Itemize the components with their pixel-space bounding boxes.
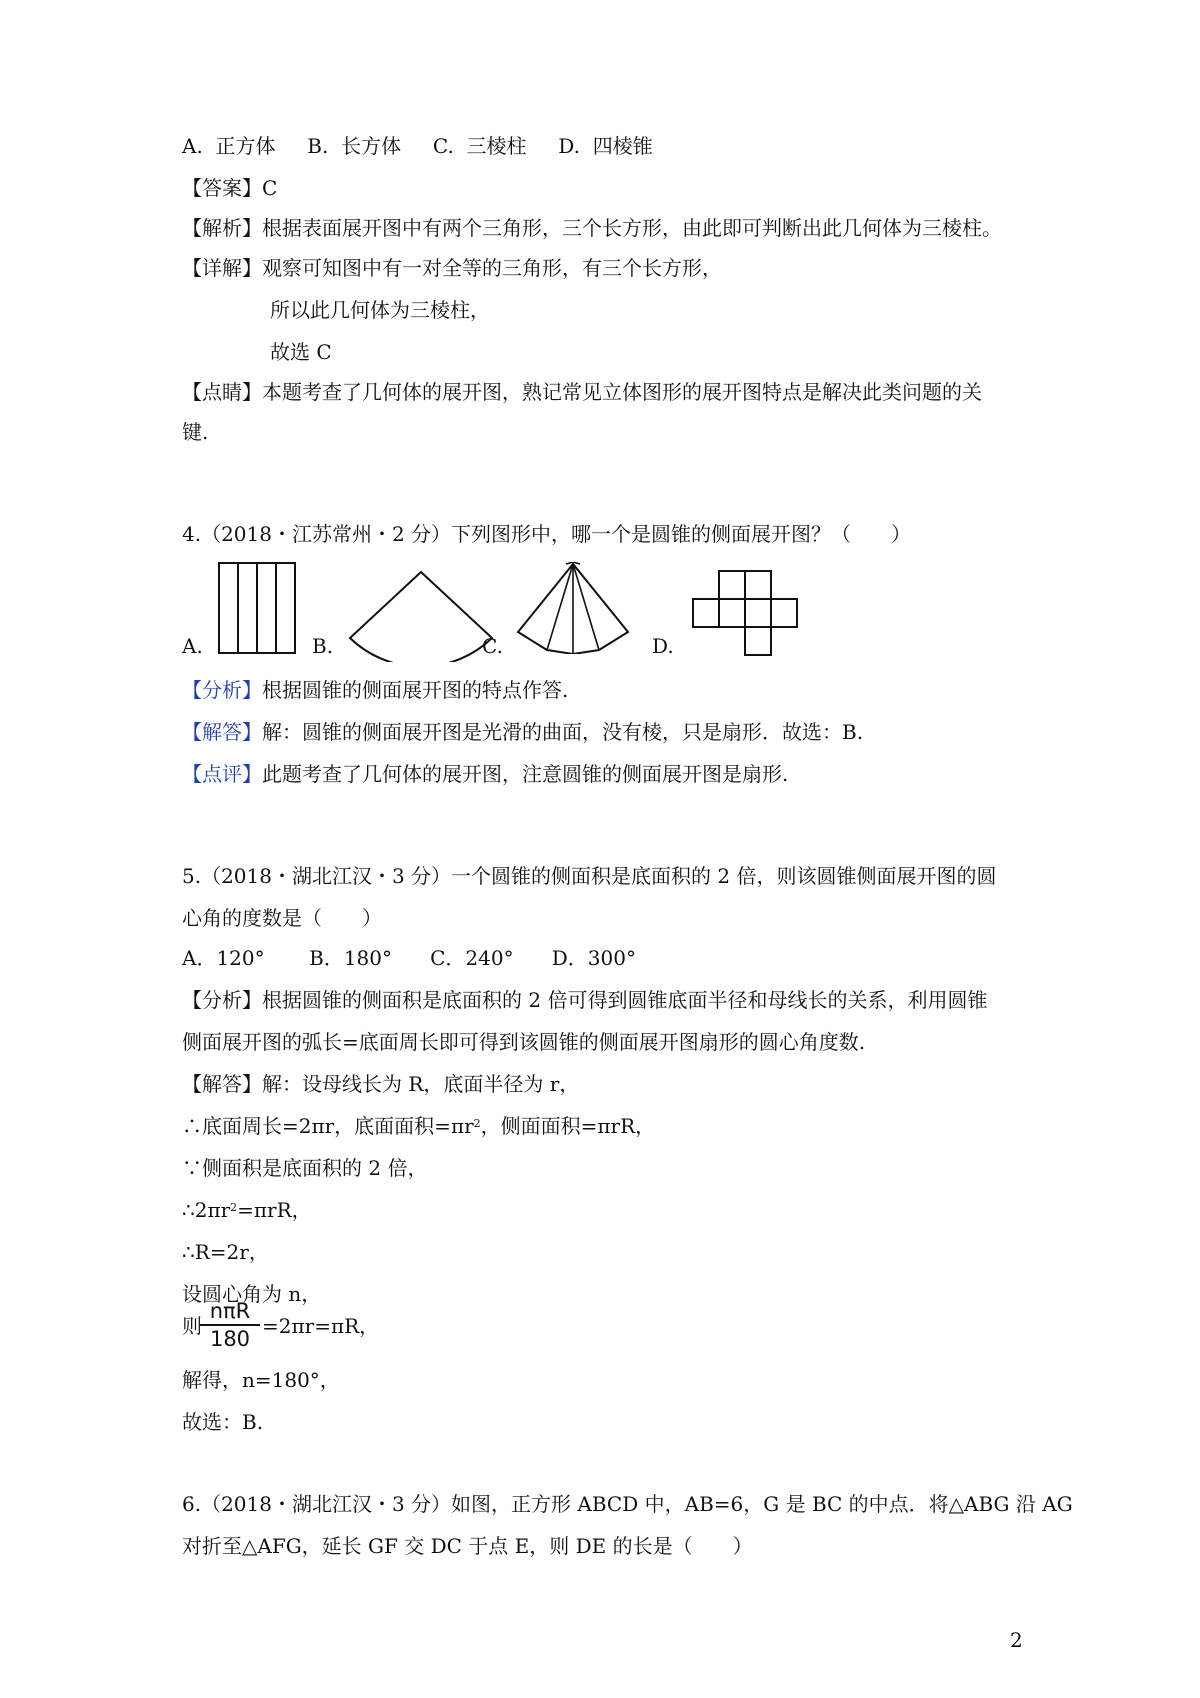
q5-step7: 解得，n=180°，: [182, 1368, 340, 1392]
q3-answer: 【答案】C: [182, 176, 278, 200]
option-a-label: A.: [182, 634, 203, 658]
q5-step3: [182, 1196, 312, 1224]
q3-detail-2: 所以此几何体为三棱柱，: [270, 298, 490, 322]
analysis-tag: 【分析】: [182, 678, 262, 702]
answer-tag: 【解答】: [182, 720, 262, 744]
sector-figure: [346, 570, 496, 662]
q4-question: 4.（2018・江苏常州・2 分）下列图形中，哪一个是圆锥的侧面展开图？（ ）: [182, 522, 912, 546]
q5-analysis: 【分析】根据圆锥的侧面积是底面积的 2 倍可得到圆锥底面半径和母线长的关系，利用圆锥: [182, 988, 988, 1012]
q5-step6-rest: =2πr=πR，: [262, 1314, 380, 1338]
q5-step4: ∴R=2r，: [182, 1240, 269, 1264]
q5-options: A．120° B．180° C．240° D．300°: [182, 946, 636, 970]
step3-part-a: ∴2πr: [182, 1198, 231, 1222]
analysis-text: 根据圆锥的侧面展开图的特点作答.: [262, 678, 569, 702]
q4-comment: [182, 760, 788, 788]
q5-question: 5.（2018・湖北江汉・3 分）一个圆锥的侧面积是底面积的 2 倍，则该圆锥侧面展开图的圆: [182, 864, 997, 888]
q5-step5: 设圆心角为 n，: [182, 1282, 322, 1306]
q4-answer: [182, 718, 863, 746]
q5-solution: 【解答】解：设母线长为 R，底面半径为 r，: [182, 1072, 580, 1096]
q3-detail: 【详解】观察可知图中有一对全等的三角形，有三个长方形，: [182, 256, 722, 280]
option-d-label: D.: [652, 634, 674, 658]
answer-text: 解：圆锥的侧面展开图是光滑的曲面，没有棱，只是扇形．故选：B.: [262, 720, 864, 744]
q3-analysis: 【解析】根据表面展开图中有两个三角形，三个长方形，由此即可判断出此几何体为三棱柱。: [182, 216, 1002, 240]
q3-comment-2: 键.: [182, 420, 209, 444]
comment-tag: 【点评】: [182, 762, 262, 786]
superscript-2: 2: [230, 1201, 238, 1214]
superscript-2: 2: [473, 1117, 481, 1130]
step1-part-a: ∴底面周长=2πr，底面面积=πr: [182, 1114, 474, 1138]
comment-text: 此题考查了几何体的展开图，注意圆锥的侧面展开图是扇形.: [262, 762, 789, 786]
q5-question-2: 心角的度数是（ ）: [182, 906, 382, 930]
q4-analysis: [182, 676, 568, 704]
q3-comment: 【点睛】本题考查了几何体的展开图，熟记常见立体图形的展开图特点是解决此类问题的关: [182, 380, 982, 404]
q5-step1: [182, 1112, 655, 1140]
rectangle-strips-figure: [218, 562, 296, 654]
q5-analysis-2: 侧面展开图的弧长=底面周长即可得到该圆锥的侧面展开图扇形的圆心角度数.: [182, 1030, 866, 1054]
step3-part-b: =πrR，: [237, 1198, 312, 1222]
q6-question-2: 对折至△AFG，延长 GF 交 DC 于点 E，则 DE 的长是（ ）: [182, 1534, 753, 1558]
fraction-numerator: nπR: [200, 1298, 260, 1326]
option-b-label: B.: [312, 634, 334, 658]
q3-detail-3: 故选 C: [270, 340, 332, 364]
fraction-denominator: 180: [209, 1327, 251, 1351]
q6-question: 6.（2018・湖北江汉・3 分）如图，正方形 ABCD 中，AB=6，G 是 BC 的中点．将△ABG 沿 AG: [182, 1492, 1073, 1516]
q3-options: A. 正方体 B. 长方体 C. 三棱柱 D. 四棱锥: [182, 134, 653, 158]
cube-net-figure: [690, 570, 802, 656]
step1-part-b: ，侧面面积=πrR，: [480, 1114, 656, 1138]
q5-step2: ∵侧面积是底面积的 2 倍，: [182, 1156, 428, 1180]
triangle-fan-figure: [514, 562, 632, 654]
q5-step6-prefix: 则: [182, 1314, 202, 1338]
page-number: 2: [1010, 1628, 1023, 1652]
fraction: [200, 1298, 260, 1352]
q5-step8: 故选：B.: [182, 1410, 264, 1434]
option-c-label: C.: [482, 634, 503, 658]
